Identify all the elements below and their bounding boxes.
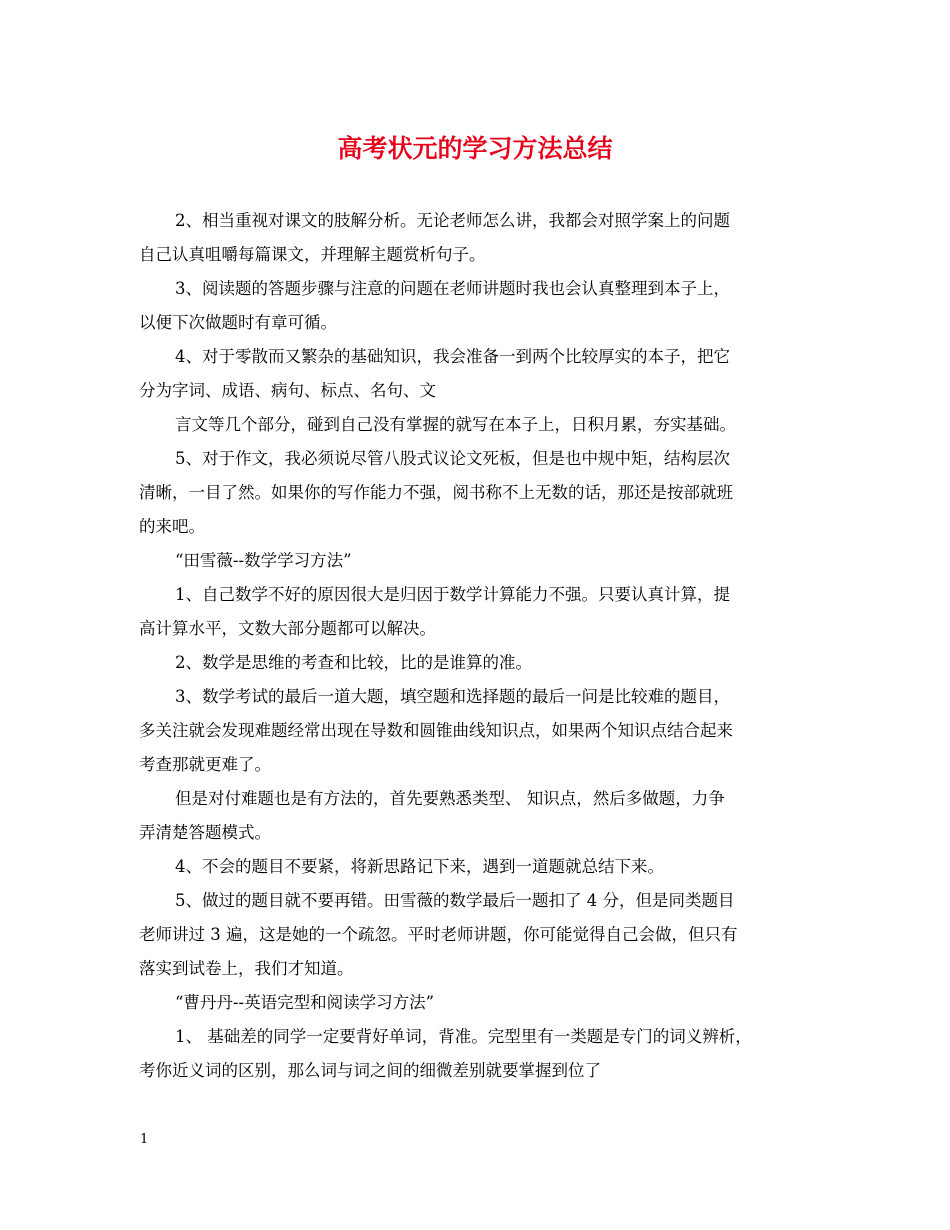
text-line: 分为字词、成语、病句、标点、名句、文 bbox=[139, 381, 436, 400]
text-line: 5、对于作文，我必须说尽管八股式议论文死板，但是也中规中矩，结构层次 bbox=[175, 449, 730, 468]
text-line: 落实到试卷上，我们才知道。 bbox=[139, 959, 354, 978]
text-line: 2、数学是思维的考查和比较，比的是谁算的准。 bbox=[175, 653, 532, 672]
text-line: 高计算水平，文数大部分题都可以解决。 bbox=[139, 619, 436, 638]
document-body bbox=[139, 204, 819, 1088]
text-line: 5、做过的题目就不要再错。田雪薇的数学最后一题扣了 4 分，但是同类题目 bbox=[175, 891, 735, 910]
text-line: 考你近义词的区别，那么词与词之间的细微差别就要掌握到位了 bbox=[139, 1061, 601, 1080]
text-line: 多关注就会发现难题经常出现在导数和圆锥曲线知识点，如果两个知识点结合起来 bbox=[139, 721, 733, 740]
text-line: 4、对于零散而又繁杂的基础知识，我会准备一到两个比较厚实的本子，把它 bbox=[175, 347, 730, 366]
text-line: 考查那就更难了。 bbox=[139, 755, 271, 774]
text-line: 3、数学考试的最后一道大题，填空题和选择题的最后一问是比较难的题目， bbox=[175, 687, 730, 706]
text-line: 4、不会的题目不要紧，将新思路记下来，遇到一道题就总结下来。 bbox=[175, 857, 664, 876]
text-line: 的来吧。 bbox=[139, 517, 205, 536]
text-line: “曹丹丹--英语完型和阅读学习方法” bbox=[175, 993, 435, 1012]
text-line: 以便下次做题时有章可循。 bbox=[139, 313, 337, 332]
text-line: 老师讲过 3 遍，这是她的一个疏忽。平时老师讲题，你可能觉得自己会做，但只有 bbox=[139, 925, 738, 944]
text-line: 1、 基础差的同学一定要背好单词，背准。完型里有一类题是专门的词义辨析， bbox=[175, 1027, 752, 1046]
text-line: 弄清楚答题模式。 bbox=[139, 823, 271, 842]
page-number: 1 bbox=[140, 1132, 149, 1147]
text-line: 清晰，一目了然。如果你的写作能力不强，阅书称不上无数的话，那还是按部就班 bbox=[139, 483, 733, 502]
text-line: 但是对付难题也是有方法的，首先要熟悉类型、 知识点，然后多做题，力争 bbox=[175, 789, 725, 808]
text-line: 1、自己数学不好的原因很大是归因于数学计算能力不强。只要认真计算，提 bbox=[175, 585, 730, 604]
text-line: 自己认真咀嚼每篇课文，并理解主题赏析句子。 bbox=[139, 245, 486, 264]
text-line: 2、相当重视对课文的肢解分析。无论老师怎么讲，我都会对照学案上的问题 bbox=[175, 211, 730, 230]
document-title: 高考状元的学习方法总结 bbox=[337, 134, 613, 163]
text-line: 3、阅读题的答题步骤与注意的问题在老师讲题时我也会认真整理到本子上， bbox=[175, 279, 730, 298]
text-line: 言文等几个部分，碰到自己没有掌握的就写在本子上，日积月累，夯实基础。 bbox=[175, 415, 736, 434]
text-line: “田雪薇--数学学习方法” bbox=[175, 551, 352, 570]
